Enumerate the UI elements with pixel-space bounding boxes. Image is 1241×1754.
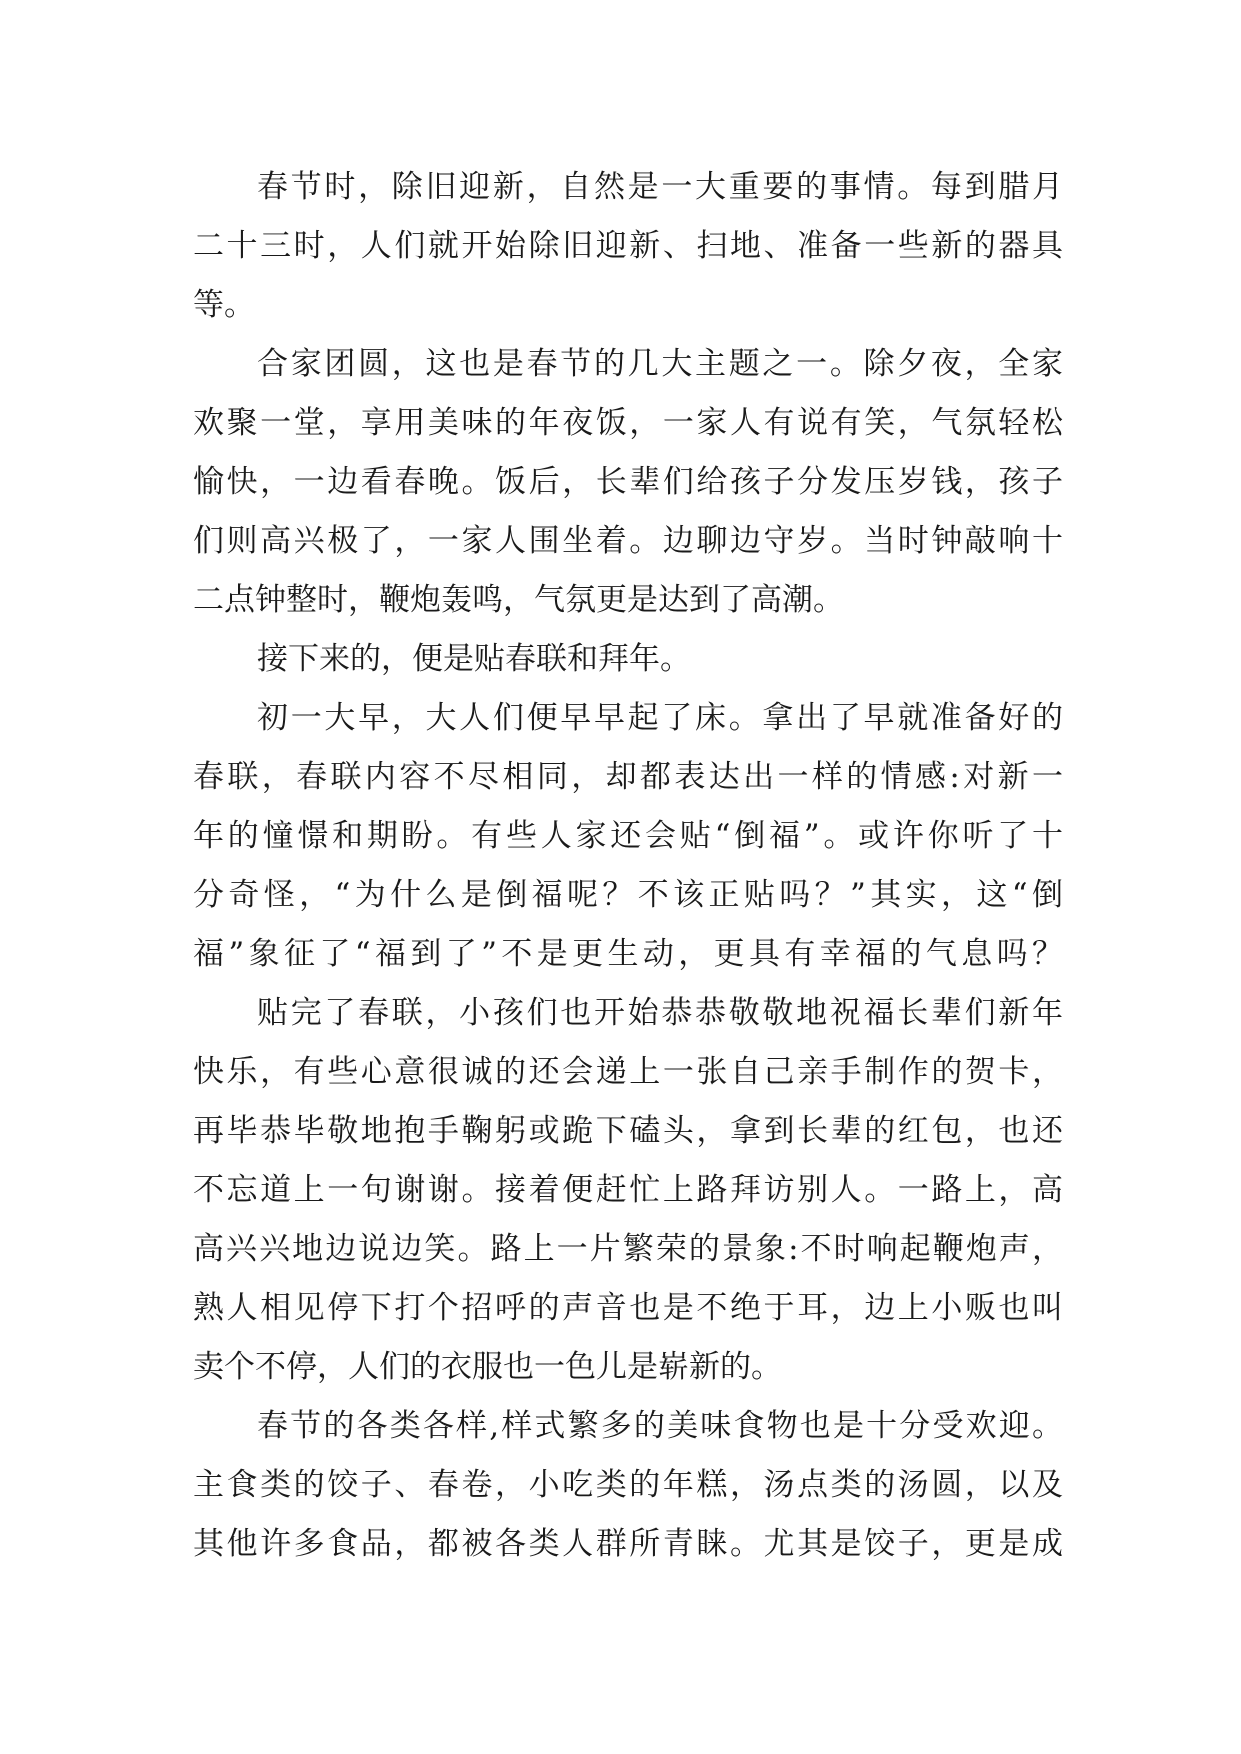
text-line: 再毕恭毕敬地抱手鞠躬或跪下磕头，拿到长辈的红包，也还	[193, 1113, 1063, 1149]
text-line: 熟人相见停下打个招呼的声音也是不绝于耳，边上小贩也叫	[193, 1290, 1063, 1326]
text-line: 贴完了春联，小孩们也开始恭恭敬敬地祝福长辈们新年	[257, 995, 1063, 1031]
paragraph-5	[193, 984, 1063, 1397]
text-line: 春节时，除旧迎新，自然是一大重要的事情。每到腊月	[257, 169, 1063, 205]
text-line: 愉快，一边看春晚。饭后，长辈们给孩子分发压岁钱，孩子	[193, 464, 1063, 500]
text-line: 分奇怪，“为什么是倒福呢？不该正贴吗？”其实，这“倒	[193, 877, 1063, 913]
text-line: 初一大早，大人们便早早起了床。拿出了早就准备好的	[257, 700, 1063, 736]
paragraph-3	[193, 630, 1063, 689]
text-line: 们则高兴极了，一家人围坐着。边聊边守岁。当时钟敲响十	[193, 523, 1063, 559]
text-line: 福”象征了“福到了”不是更生动，更具有幸福的气息吗？	[193, 936, 1063, 972]
text-line: 年的憧憬和期盼。有些人家还会贴“倒福”。或许你听了十	[193, 818, 1063, 854]
text-line: 欢聚一堂，享用美味的年夜饭，一家人有说有笑，气氛轻松	[193, 405, 1063, 441]
paragraph-1	[193, 158, 1063, 335]
text-line: 二点钟整时，鞭炮轰鸣，气氛更是达到了高潮。	[193, 582, 844, 618]
text-line: 等。	[193, 287, 255, 323]
text-line: 春联，春联内容不尽相同，却都表达出一样的情感:对新一	[193, 759, 1063, 795]
text-line: 主食类的饺子、春卷，小吃类的年糕，汤点类的汤圆，以及	[193, 1467, 1063, 1503]
text-line: 合家团圆，这也是春节的几大主题之一。除夕夜，全家	[257, 346, 1063, 382]
text-line: 其他许多食品，都被各类人群所青睐。尤其是饺子，更是成	[193, 1526, 1063, 1562]
paragraph-6	[193, 1397, 1063, 1574]
text-line: 接下来的，便是贴春联和拜年。	[257, 641, 691, 677]
paragraph-2	[193, 335, 1063, 630]
text-line: 高兴兴地边说边笑。路上一片繁荣的景象:不时响起鞭炮声，	[193, 1231, 1063, 1267]
document-body	[193, 158, 1063, 1574]
text-line: 二十三时，人们就开始除旧迎新、扫地、准备一些新的器具	[193, 228, 1063, 264]
text-line: 不忘道上一句谢谢。接着便赶忙上路拜访别人。一路上，高	[193, 1172, 1063, 1208]
text-line: 春节的各类各样,样式繁多的美味食物也是十分受欢迎。	[257, 1408, 1063, 1444]
paragraph-4	[193, 689, 1063, 984]
text-line: 快乐，有些心意很诚的还会递上一张自己亲手制作的贺卡，	[193, 1054, 1063, 1090]
text-line: 卖个不停，人们的衣服也一色儿是崭新的。	[193, 1349, 782, 1385]
